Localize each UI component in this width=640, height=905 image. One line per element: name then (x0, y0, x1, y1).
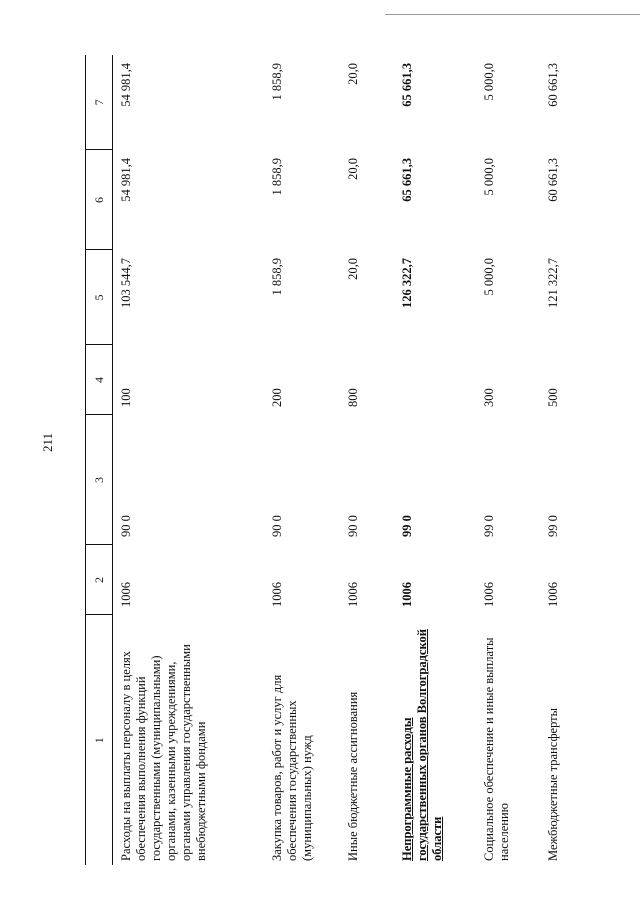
row-type: 300 (482, 388, 496, 407)
row-col6: 5 000,0 (482, 158, 496, 196)
header-col-2: 2 (86, 545, 113, 615)
row-name: Закупка товаров, работ и услуг для обеспечения государственных (муниципальных) нужд (270, 674, 314, 861)
header-col-6: 6 (86, 150, 113, 250)
row-section: 1006 (346, 582, 360, 607)
row-program: 90 0 (346, 515, 360, 537)
row-col7: 1 858,9 (270, 63, 284, 101)
header-col-4: 4 (86, 345, 113, 415)
row-program: 99 0 (546, 515, 560, 537)
row-section: 1006 (119, 582, 133, 607)
header-col-1: 1 (86, 615, 113, 865)
table-row (340, 55, 394, 865)
row-col6: 65 661,3 (400, 158, 414, 202)
page-number: 211 (40, 432, 55, 452)
row-col7: 5 000,0 (482, 63, 496, 101)
row-program: 99 0 (482, 515, 496, 537)
table-row (264, 55, 340, 865)
row-col5: 126 322,7 (400, 258, 414, 308)
header-col-5: 5 (86, 250, 113, 345)
row-section: 1006 (400, 582, 414, 607)
row-col7: 54 981,4 (119, 63, 133, 107)
row-col7: 65 661,3 (400, 63, 414, 107)
table-row (476, 55, 540, 865)
row-section: 1006 (270, 582, 284, 607)
header-row (86, 55, 113, 865)
budget-table-container (85, 55, 615, 865)
row-name: Межбюджетные трансферты (546, 707, 560, 861)
row-section: 1006 (482, 582, 496, 607)
header-col-7: 7 (86, 55, 113, 150)
row-col6: 20,0 (346, 158, 360, 180)
row-col6: 54 981,4 (119, 158, 133, 202)
row-type: 100 (119, 388, 133, 407)
row-name: Непрограммные расходы государственных органов Волгоградской области (400, 629, 444, 861)
row-program: 90 0 (270, 515, 284, 537)
row-col5: 103 544,7 (119, 258, 133, 308)
row-program: 99 0 (400, 515, 414, 537)
row-col6: 60 661,3 (546, 158, 560, 202)
header-col-3: 3 (86, 415, 113, 545)
budget-table (85, 55, 582, 865)
row-col5: 5 000,0 (482, 258, 496, 296)
table-row (113, 55, 265, 865)
row-name: Иные бюджетные ассигнования (346, 691, 360, 861)
top-rule (385, 14, 640, 15)
row-type: 800 (346, 388, 360, 407)
table-row (540, 55, 582, 865)
table-row (394, 55, 476, 865)
row-type: 200 (270, 388, 284, 407)
row-name: Расходы на выплаты персоналу в целях обеспечения выполнения функций государственными (муниципальными) органами, казенными учреждениями, органами управления государственными внебюджетными фондами (119, 644, 208, 861)
row-col5: 1 858,9 (270, 258, 284, 296)
row-program: 90 0 (119, 515, 133, 537)
row-col5: 20,0 (346, 258, 360, 280)
row-name: Социальное обеспечение и иные выплаты населению (482, 637, 511, 861)
row-col7: 20,0 (346, 63, 360, 85)
row-col5: 121 322,7 (546, 258, 560, 308)
row-col7: 60 661,3 (546, 63, 560, 107)
row-type: 500 (546, 388, 560, 407)
row-type (394, 345, 476, 415)
row-col6: 1 858,9 (270, 158, 284, 196)
row-section: 1006 (546, 582, 560, 607)
